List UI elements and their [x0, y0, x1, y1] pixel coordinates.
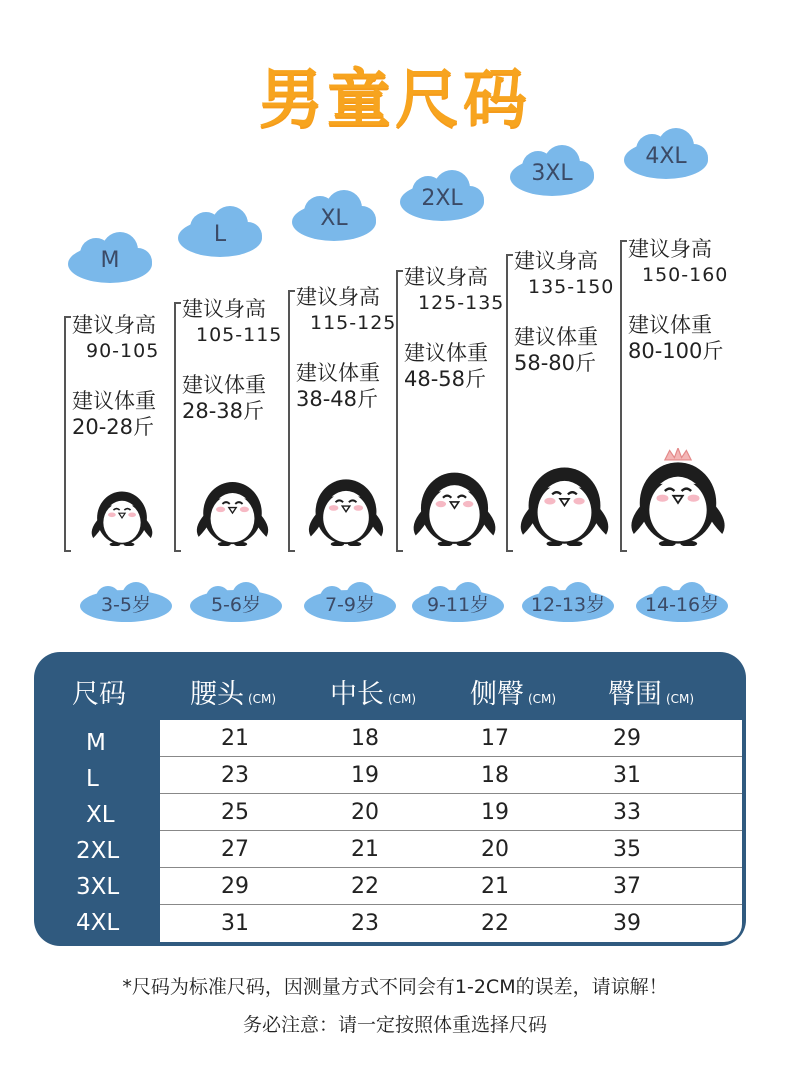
row-size-label: XL — [86, 802, 115, 828]
size-label: 2XL — [421, 186, 463, 211]
age-label: 12-13岁 — [530, 594, 606, 616]
height-range: 105-115 — [196, 324, 283, 346]
bracket-line — [396, 270, 403, 552]
table-cell: 29 — [221, 874, 249, 899]
weight-label: 建议体重 — [404, 341, 488, 365]
measurement-table — [34, 652, 746, 946]
table-cell: 23 — [351, 911, 379, 936]
table-cell: 19 — [481, 800, 509, 825]
penguin-icon — [191, 471, 274, 550]
table-cell: 17 — [481, 726, 509, 751]
table-cell: 22 — [481, 911, 509, 936]
table-cell: 37 — [613, 874, 641, 899]
table-cell: 29 — [613, 726, 641, 751]
size-recommendation — [182, 296, 282, 424]
height-label: 建议身高 — [182, 297, 266, 321]
age-badge — [78, 580, 174, 624]
weight-range: 20-28斤 — [72, 415, 155, 439]
disclaimer-note: *尺码为标准尺码，因测量方式不同会有1-2CM的误差，请谅解！ — [122, 976, 668, 998]
weight-range: 38-48斤 — [296, 387, 379, 411]
height-label: 建议身高 — [404, 265, 488, 289]
row-size-label: L — [86, 766, 99, 792]
table-row — [160, 868, 742, 905]
page-title: 男童尺码 — [259, 63, 531, 137]
height-range: 125-135 — [418, 292, 505, 314]
table-cell: 21 — [221, 726, 249, 751]
height-label: 建议身高 — [72, 313, 156, 337]
bracket-line — [174, 302, 181, 552]
table-cell: 35 — [613, 837, 641, 862]
weight-range: 48-58斤 — [404, 367, 487, 391]
penguin-icon — [303, 468, 389, 550]
table-cell: 33 — [613, 800, 641, 825]
weight-range: 58-80斤 — [514, 351, 597, 375]
size-cloud-m — [66, 232, 154, 284]
table-cell: 18 — [481, 763, 509, 788]
size-label: 4XL — [645, 144, 687, 169]
size-cloud-2xl — [398, 170, 486, 222]
table-cell: 19 — [351, 763, 379, 788]
size-recommendation — [72, 312, 159, 440]
weight-label: 建议体重 — [182, 373, 266, 397]
height-range: 150-160 — [642, 264, 729, 286]
height-label: 建议身高 — [514, 249, 598, 273]
size-cloud-3xl — [508, 145, 596, 197]
size-cloud-4xl — [622, 128, 710, 180]
row-size-label: 3XL — [76, 874, 120, 900]
penguin-icon — [514, 454, 615, 550]
table-cell: 31 — [613, 763, 641, 788]
table-cell: 18 — [351, 726, 379, 751]
size-recommendation — [628, 236, 728, 364]
weight-label: 建议体重 — [72, 389, 156, 413]
header-size: 尺码 — [72, 679, 126, 710]
age-badge — [634, 580, 730, 624]
penguin-icon — [407, 460, 502, 550]
age-label: 5-6岁 — [210, 594, 262, 616]
table-row — [160, 720, 742, 757]
table-cell: 20 — [351, 800, 379, 825]
size-label: 3XL — [531, 161, 573, 186]
size-label: M — [100, 248, 120, 273]
weight-label: 建议体重 — [628, 313, 712, 337]
penguin-icon — [87, 482, 157, 550]
age-badge — [188, 580, 284, 624]
table-body — [160, 720, 742, 942]
table-cell: 22 — [351, 874, 379, 899]
row-size-label: 2XL — [76, 838, 120, 864]
age-label: 14-16岁 — [644, 594, 720, 616]
header-waist: 腰头 (CM) — [190, 679, 277, 710]
height-range: 90-105 — [86, 340, 160, 362]
weight-range: 28-38斤 — [182, 399, 265, 423]
size-cloud-l — [176, 206, 264, 258]
table-cell: 27 — [221, 837, 249, 862]
age-badge — [520, 580, 616, 624]
bracket-line — [506, 254, 513, 552]
age-badge — [302, 580, 398, 624]
weight-range: 80-100斤 — [628, 339, 724, 363]
table-header — [34, 652, 746, 718]
size-recommendation — [296, 284, 396, 412]
age-label: 7-9岁 — [324, 594, 376, 616]
height-label: 建议身高 — [628, 237, 712, 261]
age-label: 3-5岁 — [100, 594, 152, 616]
age-badge — [410, 580, 506, 624]
header-hip: 臀围 (CM) — [608, 679, 695, 710]
table-cell: 21 — [351, 837, 379, 862]
height-label: 建议身高 — [296, 285, 380, 309]
table-row — [160, 757, 742, 794]
penguin-icon — [624, 448, 732, 550]
table-row — [160, 794, 742, 831]
table-cell: 25 — [221, 800, 249, 825]
table-cell: 39 — [613, 911, 641, 936]
bracket-line — [64, 316, 71, 552]
size-label: XL — [320, 206, 348, 231]
row-size-label: M — [86, 730, 106, 756]
table-cell: 31 — [221, 911, 249, 936]
bracket-line — [288, 290, 295, 552]
header-length: 中长 (CM) — [330, 679, 417, 710]
height-range: 115-125 — [310, 312, 397, 334]
header-side-hip: 侧臀 (CM) — [470, 679, 557, 710]
height-range: 135-150 — [528, 276, 615, 298]
size-recommendation — [404, 264, 504, 392]
weight-label: 建议体重 — [514, 325, 598, 349]
age-label: 9-11岁 — [426, 594, 490, 616]
weight-label: 建议体重 — [296, 361, 380, 385]
table-cell: 20 — [481, 837, 509, 862]
table-cell: 21 — [481, 874, 509, 899]
size-recommendation — [514, 248, 614, 376]
table-row — [160, 831, 742, 868]
size-cloud-xl — [290, 190, 378, 242]
size-label: L — [213, 222, 227, 247]
table-cell: 23 — [221, 763, 249, 788]
table-row — [160, 905, 742, 941]
row-size-label: 4XL — [76, 910, 120, 936]
weight-reminder-note: 务必注意：请一定按照体重选择尺码 — [242, 1014, 547, 1036]
